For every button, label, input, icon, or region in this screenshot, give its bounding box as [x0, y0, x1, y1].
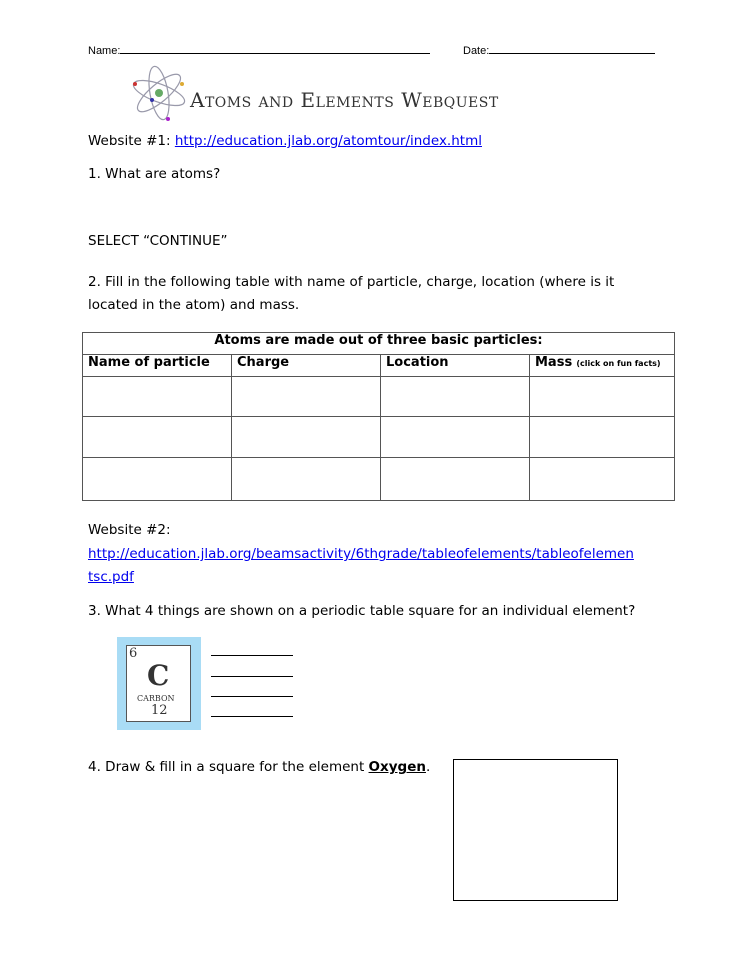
website2-link-line2[interactable]: tsc.pdf: [88, 569, 134, 585]
cell[interactable]: [381, 417, 530, 458]
date-label: Date:: [463, 45, 490, 57]
oxygen-drawing-box[interactable]: [453, 759, 618, 901]
col-charge: Charge: [232, 355, 381, 377]
cell[interactable]: [83, 458, 232, 501]
website1-link[interactable]: http://education.jlab.org/atomtour/index.html: [174, 133, 482, 149]
table-row: [83, 417, 675, 458]
cell[interactable]: [530, 417, 675, 458]
website2-label: Website #2:: [88, 522, 171, 538]
answer-line[interactable]: [211, 696, 293, 697]
cell[interactable]: [232, 458, 381, 501]
name-field[interactable]: [88, 45, 430, 57]
element-name: CARBON: [137, 694, 175, 703]
element-symbol: C: [147, 659, 170, 692]
cell[interactable]: [83, 417, 232, 458]
question-2-line2: located in the atom) and mass.: [88, 297, 300, 313]
question-2-line1: 2. Fill in the following table with name of particle, charge, location (where is it: [88, 274, 615, 290]
atom-logo-icon: [130, 64, 188, 122]
table-row: [83, 458, 675, 501]
mass-note: (click on fun facts): [576, 359, 661, 368]
cell[interactable]: [232, 417, 381, 458]
q4-element: Oxygen: [368, 759, 426, 775]
cell[interactable]: [381, 377, 530, 417]
element-mass: 12: [151, 703, 168, 718]
element-square-image: [117, 637, 201, 730]
table-row: [83, 377, 675, 417]
answer-line[interactable]: [211, 676, 293, 677]
col-mass-label: Mass: [535, 355, 573, 370]
table-caption: Atoms are made out of three basic particles:: [83, 333, 675, 355]
cell[interactable]: [530, 377, 675, 417]
cell[interactable]: [381, 458, 530, 501]
particles-table: [82, 332, 675, 501]
cell[interactable]: [83, 377, 232, 417]
col-location: Location: [381, 355, 530, 377]
answer-line[interactable]: [211, 655, 293, 656]
name-label: Name:: [88, 45, 121, 57]
element-number: 6: [129, 646, 138, 661]
q4-suffix: .: [425, 759, 431, 775]
website1: [88, 133, 482, 149]
date-field[interactable]: [463, 45, 655, 57]
question-4: [88, 759, 430, 775]
q4-prefix: 4. Draw & fill in a square for the element: [88, 759, 369, 775]
col-mass: [530, 355, 675, 377]
question-3: 3. What 4 things are shown on a periodic table square for an individual element?: [88, 603, 636, 619]
cell[interactable]: [232, 377, 381, 417]
cell[interactable]: [530, 458, 675, 501]
col-name: Name of particle: [83, 355, 232, 377]
page-title: Atoms and Elements Webquest: [190, 88, 499, 112]
website2-link-line1[interactable]: http://education.jlab.org/beamsactivity/6thgrade/tableofelements/tableofelemen: [88, 546, 634, 562]
answer-line[interactable]: [211, 716, 293, 717]
website1-label: Website #1:: [88, 133, 175, 149]
question-1: 1. What are atoms?: [88, 166, 221, 182]
select-instruction: SELECT “CONTINUE”: [88, 233, 228, 249]
